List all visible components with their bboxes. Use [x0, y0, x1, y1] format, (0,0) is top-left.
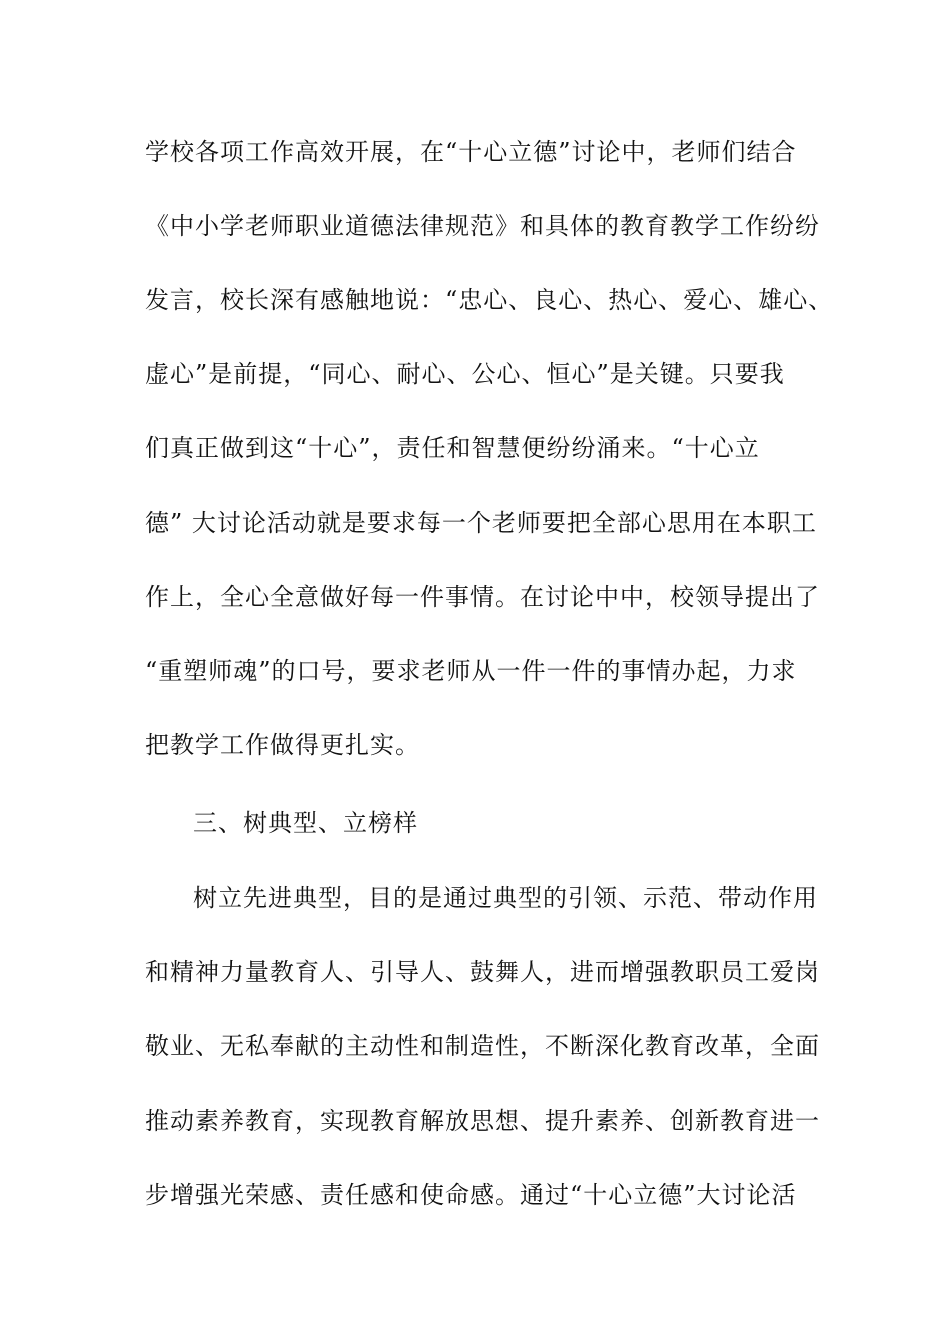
paragraph-line: 《中小学老师职业道德法律规范》和具体的教育教学工作纷纷: [145, 212, 820, 240]
paragraph-line: 德” 大讨论活动就是要求每一个老师要把全部心思用在本职工: [145, 509, 817, 537]
paragraph-line: 把教学工作做得更扎实。: [145, 731, 420, 759]
paragraph-line: 推动素养教育，实现教育解放思想、提升素养、创新教育进一: [145, 1107, 820, 1135]
paragraph-line: 树立先进典型，目的是通过典型的引领、示范、带动作用: [193, 884, 818, 912]
paragraph-line: “重塑师魂”的口号，要求老师从一件一件的事情办起，力求: [145, 657, 797, 685]
paragraph-line: 虚心”是前提，“同心、耐心、公心、恒心”是关键。只要我: [145, 360, 785, 388]
paragraph-line: 作上，全心全意做好每一件事情。在讨论中中，校领导提出了: [145, 583, 820, 611]
paragraph-line: 学校各项工作高效开展，在“十心立德”讨论中，老师们结合: [145, 138, 797, 166]
section-heading: 三、树典型、立榜样: [193, 809, 418, 837]
paragraph-line: 敬业、无私奉献的主动性和制造性，不断深化教育改革，全面: [145, 1032, 820, 1060]
paragraph-line: 们真正做到这“十心”，责任和智慧便纷纷涌来。“十心立: [145, 434, 760, 462]
paragraph-line: 步增强光荣感、责任感和使命感。通过“十心立德”大讨论活: [145, 1181, 797, 1209]
paragraph-line: 发言，校长深有感触地说：“忠心、良心、热心、爱心、雄心、: [145, 286, 834, 314]
paragraph-line: 和精神力量教育人、引导人、鼓舞人，进而增强教职员工爱岗: [145, 958, 820, 986]
